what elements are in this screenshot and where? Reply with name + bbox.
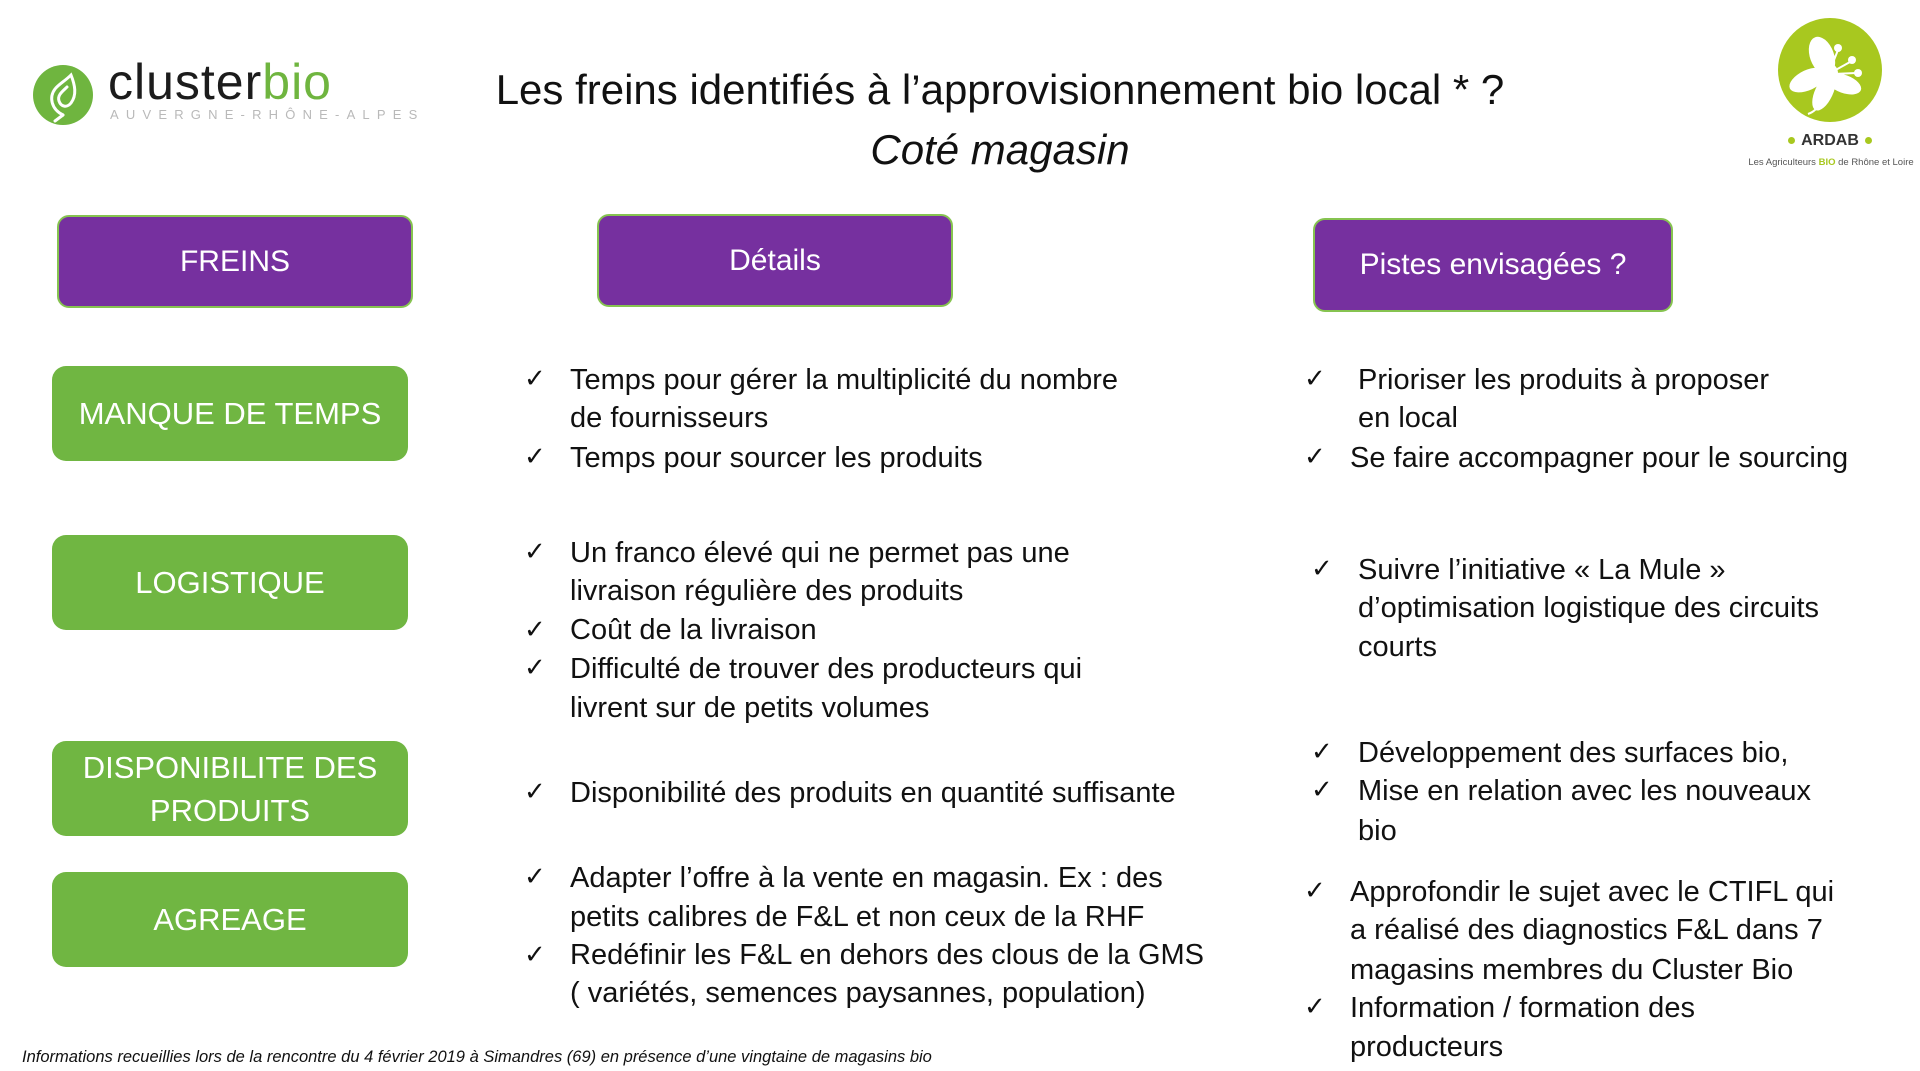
piste-line: Approfondir le sujet avec le CTIFL qui <box>1350 876 1835 908</box>
check-icon: ✓ <box>1304 441 1326 471</box>
detail-line: Disponibilité des produits en quantité suffisante <box>570 777 1176 809</box>
piste-line: Développement des surfaces bio, <box>1358 737 1789 769</box>
check-icon: ✓ <box>524 441 546 471</box>
header-details: Détails <box>597 214 953 307</box>
detail-line: livraison régulière des produits <box>570 575 964 607</box>
check-icon: ✓ <box>524 614 546 644</box>
check-icon: ✓ <box>1304 875 1326 905</box>
piste-line: courts <box>1358 631 1437 663</box>
clusterbio-logo-text: clusterbio <box>108 54 332 110</box>
check-icon: ✓ <box>1311 774 1333 804</box>
piste-line: bio <box>1358 815 1397 847</box>
piste-line: Mise en relation avec les nouveaux <box>1358 775 1811 807</box>
detail-line: livrent sur de petits volumes <box>570 692 930 724</box>
piste-line: Se faire accompagner pour le sourcing <box>1350 442 1849 474</box>
detail-line: Temps pour sourcer les produits <box>570 442 983 474</box>
page-subtitle: Coté magasin <box>870 126 1130 173</box>
piste-line: Prioriser les produits à proposer <box>1358 364 1770 396</box>
ardab-flower-icon <box>1778 18 1882 122</box>
check-icon: ✓ <box>524 861 546 891</box>
frein-disponibilite: DISPONIBILITE DES PRODUITS <box>52 741 408 836</box>
check-icon: ✓ <box>524 652 546 682</box>
check-icon: ✓ <box>1304 363 1326 393</box>
frein-agreage: AGREAGE <box>52 872 408 967</box>
detail-line: petits calibres de F&L et non ceux de la RHF <box>570 901 1145 933</box>
footer-note: Informations recueillies lors de la rencontre du 4 février 2019 à Simandres (69) en présence d’une vingtaine de magasins bio <box>22 1048 932 1066</box>
detail-line: ( variétés, semences paysannes, population) <box>570 977 1146 1009</box>
detail-line: Temps pour gérer la multiplicité du nombre <box>570 364 1119 396</box>
check-icon: ✓ <box>1311 736 1333 766</box>
check-icon: ✓ <box>524 939 546 969</box>
piste-line: producteurs <box>1350 1031 1504 1063</box>
clusterbio-logo-icon <box>33 65 93 125</box>
frein-manque-de-temps: MANQUE DE TEMPS <box>52 366 408 461</box>
ardab-tagline: Les Agriculteurs BIO de Rhône et Loire <box>1748 157 1914 168</box>
frein-logistique: LOGISTIQUE <box>52 535 408 630</box>
check-icon: ✓ <box>524 776 546 806</box>
header-freins: FREINS <box>57 215 413 308</box>
detail-line: Coût de la livraison <box>570 614 817 646</box>
check-icon: ✓ <box>524 536 546 566</box>
page-title: Les freins identifiés à l’approvisionnement bio local * ? <box>495 66 1505 113</box>
check-icon: ✓ <box>524 363 546 393</box>
header-pistes: Pistes envisagées ? <box>1313 218 1673 312</box>
piste-line: a réalisé des diagnostics F&L dans 7 <box>1350 914 1823 946</box>
piste-line: d’optimisation logistique des circuits <box>1358 592 1819 624</box>
detail-line: de fournisseurs <box>570 402 769 434</box>
detail-line: Adapter l’offre à la vente en magasin. Ex : des <box>570 862 1163 894</box>
piste-line: Information / formation des <box>1350 992 1695 1024</box>
piste-line: Suivre l’initiative « La Mule » <box>1358 554 1726 586</box>
clusterbio-region: AUVERGNE-RHÔNE-ALPES <box>110 107 425 122</box>
ardab-name: ARDAB <box>1775 132 1885 150</box>
piste-line: en local <box>1358 402 1458 434</box>
check-icon: ✓ <box>1304 991 1326 1021</box>
detail-line: Un franco élevé qui ne permet pas une <box>570 537 1070 569</box>
detail-line: Redéfinir les F&L en dehors des clous de la GMS <box>570 939 1205 971</box>
piste-line: magasins membres du Cluster Bio <box>1350 954 1794 986</box>
detail-line: Difficulté de trouver des producteurs qui <box>570 653 1083 685</box>
check-icon: ✓ <box>1311 553 1333 583</box>
